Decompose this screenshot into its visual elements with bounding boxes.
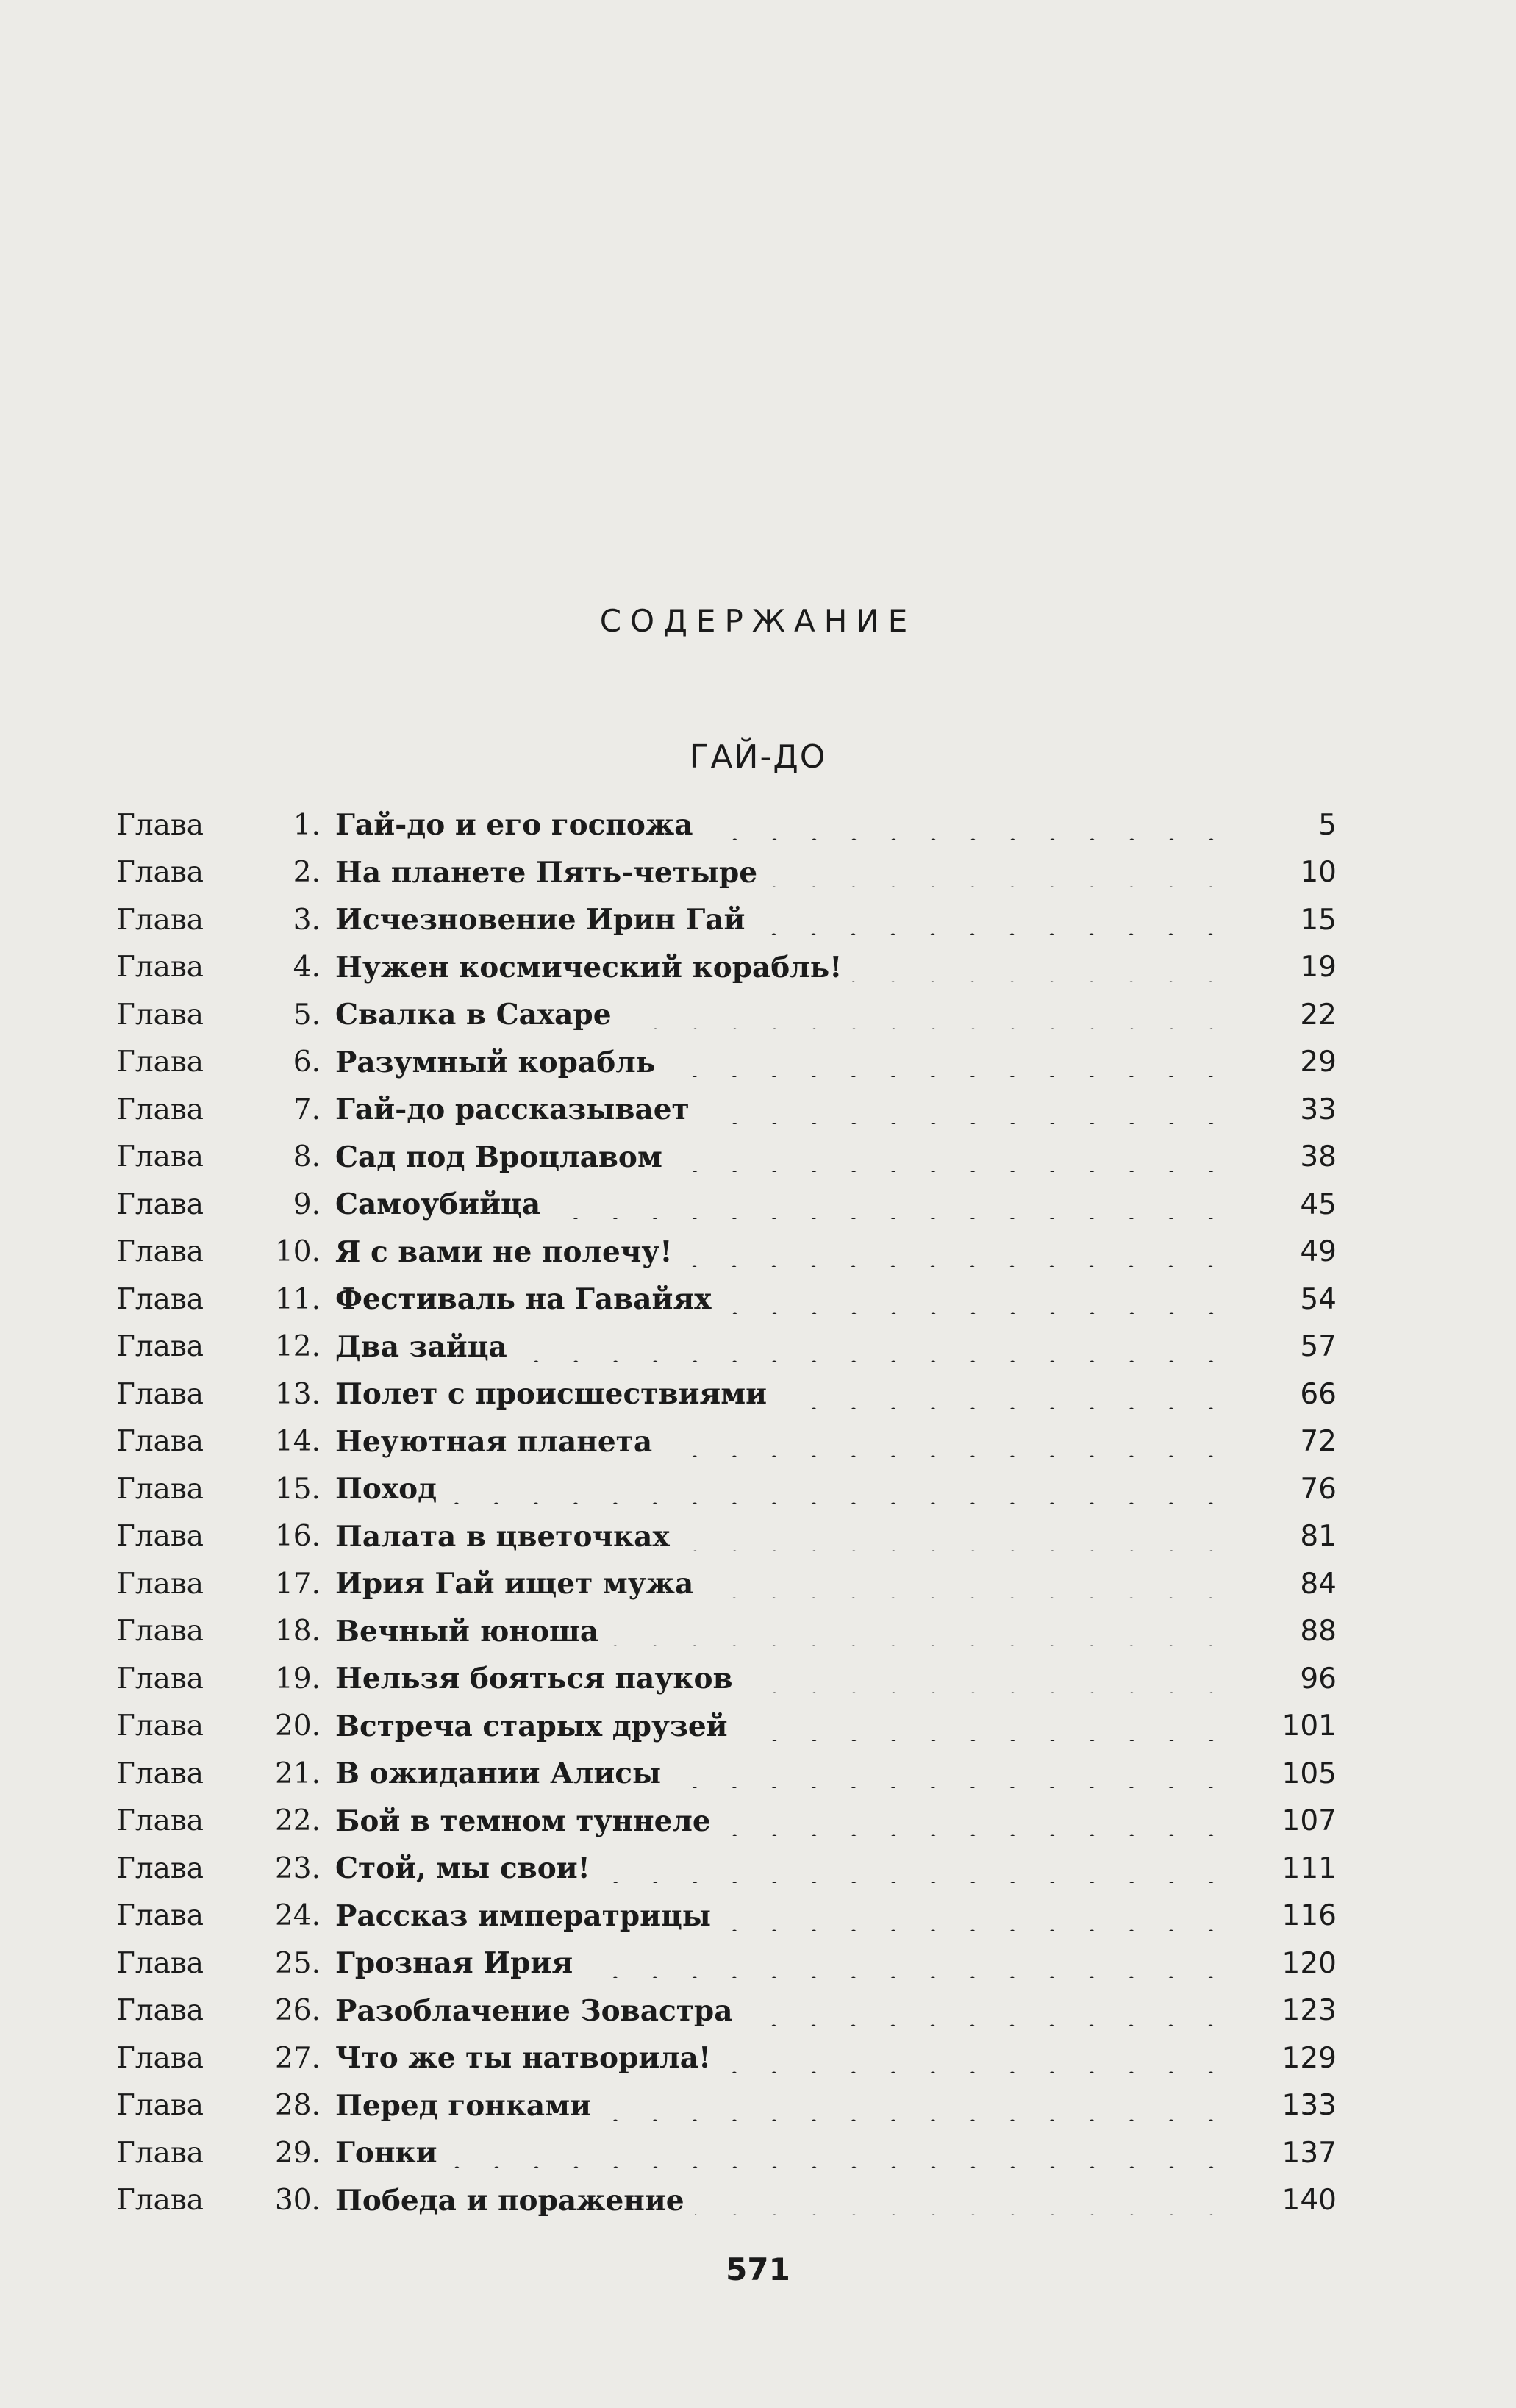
chapter-word: Глава	[116, 1994, 204, 2028]
chapter-number: 29.	[274, 2136, 321, 2170]
toc-entry	[116, 2034, 1337, 2082]
chapter-page: 101	[1281, 1709, 1337, 1743]
chapter-title: Гай-до и его госпожа	[335, 808, 693, 843]
chapter-title: Полет с происшествиями	[335, 1377, 767, 1412]
chapter-title: Ирия Гай ищет мужа	[335, 1567, 694, 1601]
chapter-title: Фестиваль на Гавайях	[335, 1282, 712, 1317]
chapter-page: 88	[1300, 1615, 1337, 1648]
toc-entry	[116, 1703, 1337, 1751]
dot-leader	[722, 1285, 1231, 1314]
dot-leader	[721, 1901, 1231, 1931]
chapter-page: 72	[1300, 1425, 1337, 1459]
dot-leader	[622, 1000, 1231, 1029]
chapter-title: Самоубийца	[335, 1187, 541, 1222]
dot-leader	[755, 905, 1231, 935]
section-title: ГАЙ-ДО	[689, 738, 827, 776]
chapter-page: 19	[1300, 951, 1337, 985]
chapter-word: Глава	[116, 1046, 204, 1079]
chapter-page: 116	[1281, 1899, 1337, 1933]
dot-leader	[743, 1664, 1231, 1693]
chapter-page: 81	[1300, 1520, 1337, 1554]
toc-entry	[116, 1560, 1337, 1608]
chapter-word: Глава	[116, 1187, 204, 1221]
chapter-word: Глава	[116, 1662, 204, 1696]
dot-leader	[551, 1190, 1231, 1219]
chapter-word: Глава	[116, 1804, 204, 1838]
toc-entry	[116, 1845, 1337, 1893]
chapter-title: Гай-до рассказывает	[335, 1093, 690, 1127]
chapter-number: 30.	[274, 2184, 321, 2218]
toc-entry	[116, 1039, 1337, 1087]
dot-leader	[583, 1948, 1231, 1978]
chapter-number: 26.	[274, 1994, 321, 2028]
chapter-title: Поход	[335, 1472, 437, 1507]
toc-entry	[116, 1608, 1337, 1656]
toc-entry	[116, 1750, 1337, 1798]
chapter-number: 17.	[274, 1567, 321, 1601]
toc-entry	[116, 1465, 1337, 1513]
chapter-title: Палата в цветочках	[335, 1519, 670, 1554]
chapter-word: Глава	[116, 1615, 204, 1648]
dot-leader	[447, 1474, 1231, 1504]
chapter-page: 29	[1300, 1046, 1337, 1079]
toc-entry	[116, 1134, 1337, 1182]
chapter-number: 14.	[274, 1425, 321, 1459]
chapter-word: Глава	[116, 1899, 204, 1933]
chapter-page: 76	[1300, 1472, 1337, 1506]
chapter-page: 54	[1300, 1282, 1337, 1316]
chapter-number: 3.	[293, 903, 321, 937]
toc-entry	[116, 1655, 1337, 1703]
toc-entry	[116, 944, 1337, 992]
toc-entry	[116, 1181, 1337, 1229]
chapter-word: Глава	[116, 1377, 204, 1411]
chapter-page: 10	[1300, 856, 1337, 890]
toc-entry	[116, 1086, 1337, 1134]
dot-leader	[448, 2138, 1231, 2168]
toc-entry	[116, 2177, 1337, 2225]
chapter-number: 11.	[274, 1282, 321, 1316]
toc-entry	[116, 801, 1337, 849]
chapter-word: Глава	[116, 1140, 204, 1174]
chapter-number: 21.	[274, 1757, 321, 1790]
dot-leader	[695, 2186, 1231, 2215]
chapter-page: 15	[1300, 903, 1337, 937]
chapter-word: Глава	[116, 1093, 204, 1126]
chapter-number: 4.	[293, 951, 321, 985]
dot-leader	[662, 1427, 1231, 1457]
chapter-number: 12.	[274, 1330, 321, 1364]
contents-heading: СОДЕРЖАНИЕ	[599, 603, 917, 639]
chapter-title: В ожидании Алисы	[335, 1757, 662, 1791]
dot-leader	[601, 1854, 1231, 1883]
chapter-word: Глава	[116, 1709, 204, 1743]
toc-entry	[116, 1229, 1337, 1276]
chapter-title: Гонки	[335, 2136, 437, 2171]
dot-leader	[700, 1095, 1231, 1124]
toc-entry	[116, 1418, 1337, 1466]
dot-leader	[518, 1332, 1231, 1362]
chapter-title: Стой, мы свои!	[335, 1851, 590, 1886]
chapter-page: 66	[1300, 1377, 1337, 1411]
toc-entry	[116, 1893, 1337, 1940]
chapter-page: 49	[1300, 1235, 1337, 1269]
chapter-number: 28.	[274, 2089, 321, 2123]
chapter-word: Глава	[116, 2136, 204, 2170]
dot-leader	[609, 1617, 1231, 1646]
chapter-number: 5.	[293, 998, 321, 1032]
chapter-number: 7.	[293, 1093, 321, 1126]
chapter-title: Разоблачение Зовастра	[335, 1993, 733, 2028]
chapter-word: Глава	[116, 1472, 204, 1506]
chapter-title: Неуютная планета	[335, 1424, 653, 1459]
chapter-number: 25.	[274, 1946, 321, 1980]
chapter-page: 57	[1300, 1330, 1337, 1364]
chapter-title: Вечный юноша	[335, 1614, 599, 1648]
chapter-word: Глава	[116, 808, 204, 842]
toc-entry	[116, 1798, 1337, 1846]
chapter-title: Встреча старых друзей	[335, 1709, 728, 1743]
chapter-word: Глава	[116, 1946, 204, 1980]
chapter-word: Глава	[116, 2089, 204, 2123]
chapter-page: 96	[1300, 1662, 1337, 1696]
dot-leader	[743, 1996, 1231, 2026]
chapter-page: 105	[1281, 1757, 1337, 1790]
toc-entry	[116, 1371, 1337, 1418]
dot-leader	[852, 953, 1231, 982]
chapter-title: Разумный корабль	[335, 1045, 656, 1079]
chapter-title: Что же ты натворила!	[335, 2041, 712, 2076]
toc-entry	[116, 2129, 1337, 2177]
chapter-number: 22.	[274, 1804, 321, 1838]
page-number: 571	[726, 2251, 790, 2287]
chapter-word: Глава	[116, 1425, 204, 1459]
chapter-page: 45	[1300, 1187, 1337, 1221]
chapter-word: Глава	[116, 903, 204, 937]
chapter-page: 33	[1300, 1093, 1337, 1126]
chapter-word: Глава	[116, 998, 204, 1032]
chapter-word: Глава	[116, 856, 204, 890]
toc-entry	[116, 1513, 1337, 1561]
dot-leader	[721, 1807, 1231, 1836]
toc-entry	[116, 991, 1337, 1039]
chapter-page: 120	[1281, 1946, 1337, 1980]
chapter-number: 13.	[274, 1377, 321, 1411]
chapter-title: На планете Пять-четыре	[335, 855, 758, 890]
chapter-title: Я с вами не полечу!	[335, 1235, 673, 1269]
chapter-page: 84	[1300, 1567, 1337, 1601]
dot-leader	[601, 2091, 1231, 2121]
chapter-title: Два зайца	[335, 1329, 507, 1364]
chapter-number: 15.	[274, 1472, 321, 1506]
dot-leader	[768, 858, 1231, 887]
dot-leader	[721, 2043, 1231, 2073]
chapter-page: 38	[1300, 1140, 1337, 1174]
chapter-title: Исчезновение Ирин Гай	[335, 903, 746, 937]
chapter-number: 20.	[274, 1709, 321, 1743]
chapter-word: Глава	[116, 1520, 204, 1554]
toc-entry	[116, 1323, 1337, 1371]
chapter-page: 5	[1318, 808, 1337, 842]
toc-entry	[116, 849, 1337, 897]
chapter-word: Глава	[116, 1567, 204, 1601]
chapter-number: 1.	[293, 808, 321, 842]
chapter-number: 16.	[274, 1520, 321, 1554]
chapter-word: Глава	[116, 1235, 204, 1269]
chapter-title: Бой в темном туннеле	[335, 1804, 711, 1838]
chapter-number: 10.	[274, 1235, 321, 1269]
toc-entry	[116, 896, 1337, 944]
chapter-title: Сад под Вроцлавом	[335, 1140, 662, 1174]
chapter-page: 129	[1281, 2041, 1337, 2075]
dot-leader	[682, 1237, 1231, 1267]
chapter-number: 9.	[293, 1187, 321, 1221]
chapter-title: Рассказ императрицы	[335, 1898, 711, 1933]
chapter-title: Перед гонками	[335, 2088, 591, 2123]
toc-entry	[116, 1940, 1337, 1987]
chapter-word: Глава	[116, 1851, 204, 1885]
chapter-number: 6.	[293, 1046, 321, 1079]
chapter-number: 27.	[274, 2041, 321, 2075]
chapter-title: Нельзя бояться пауков	[335, 1662, 733, 1696]
chapter-number: 19.	[274, 1662, 321, 1696]
chapter-page: 133	[1281, 2089, 1337, 2123]
dot-leader	[680, 1522, 1231, 1551]
chapter-page: 22	[1300, 998, 1337, 1032]
chapter-title: Победа и поражение	[335, 2183, 684, 2218]
table-of-contents	[116, 801, 1337, 2224]
chapter-word: Глава	[116, 1330, 204, 1364]
chapter-word: Глава	[116, 1282, 204, 1316]
chapter-title: Нужен космический корабль!	[335, 950, 843, 985]
chapter-page: 140	[1281, 2184, 1337, 2218]
chapter-word: Глава	[116, 1757, 204, 1790]
dot-leader	[738, 1712, 1231, 1741]
toc-entry	[116, 1276, 1337, 1323]
chapter-title: Грозная Ирия	[335, 1946, 573, 1981]
chapter-number: 18.	[274, 1615, 321, 1648]
chapter-word: Глава	[116, 2184, 204, 2218]
chapter-page: 123	[1281, 1994, 1337, 2028]
chapter-word: Глава	[116, 951, 204, 985]
dot-leader	[704, 1569, 1231, 1598]
chapter-word: Глава	[116, 2041, 204, 2075]
dot-leader	[673, 1143, 1231, 1172]
chapter-page: 107	[1281, 1804, 1337, 1838]
dot-leader	[777, 1379, 1231, 1409]
dot-leader	[671, 1759, 1231, 1788]
toc-entry	[116, 1987, 1337, 2035]
chapter-number: 23.	[274, 1851, 321, 1885]
chapter-title: Свалка в Сахаре	[335, 998, 612, 1032]
chapter-number: 8.	[293, 1140, 321, 1174]
toc-entry	[116, 2082, 1337, 2130]
dot-leader	[665, 1048, 1231, 1077]
chapter-number: 24.	[274, 1899, 321, 1933]
dot-leader	[704, 810, 1231, 840]
chapter-page: 111	[1281, 1851, 1337, 1885]
chapter-number: 2.	[293, 856, 321, 890]
chapter-page: 137	[1281, 2136, 1337, 2170]
